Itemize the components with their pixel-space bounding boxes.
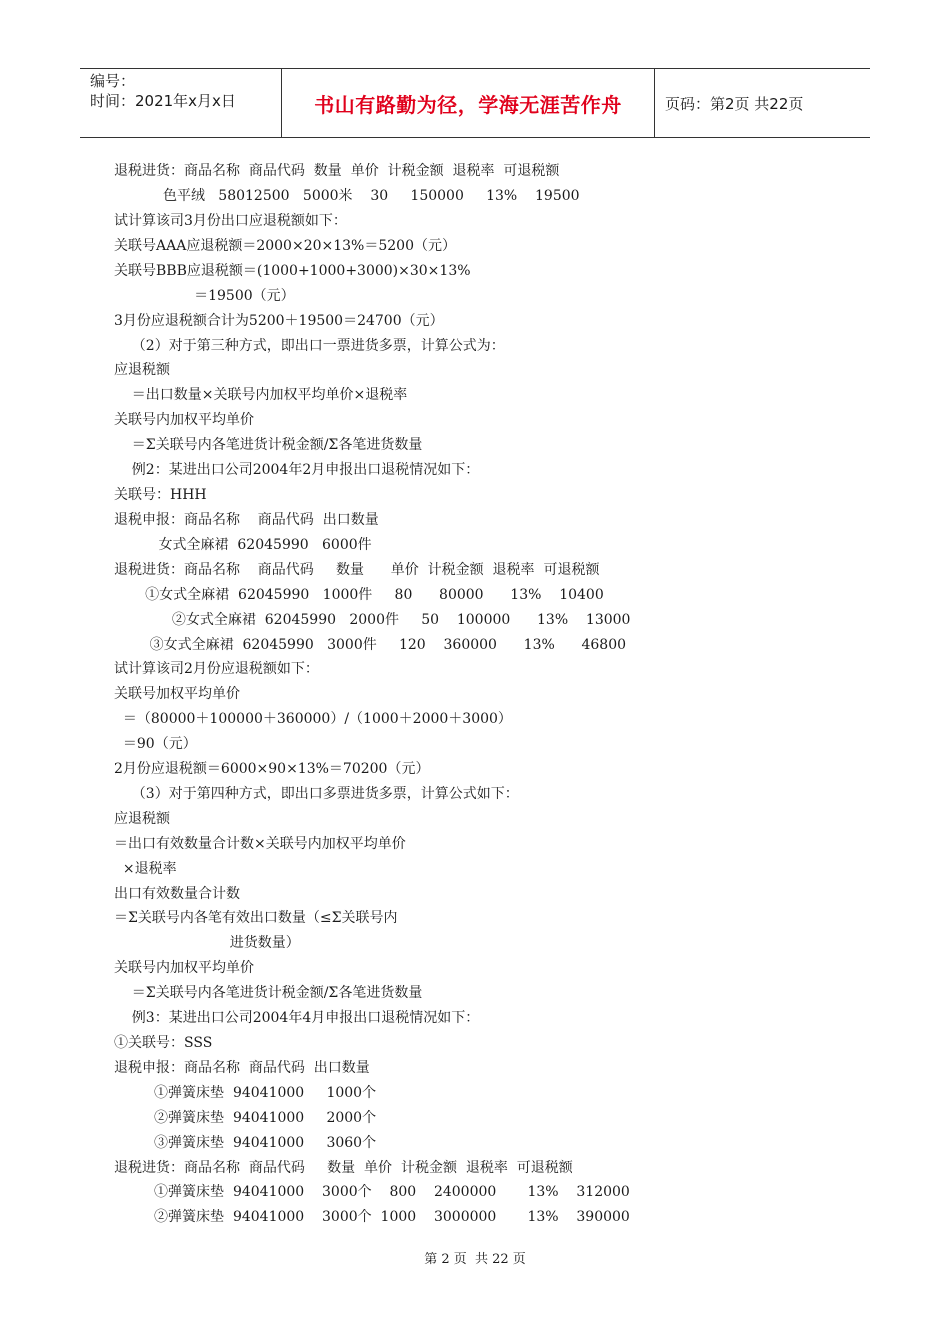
body-line: 退税申报：商品名称 商品代码 出口数量	[114, 512, 379, 528]
body-line: ①弹簧床垫 94041000 1000个	[114, 1085, 377, 1101]
body-line: 女式全麻裙 62045990 6000件	[114, 537, 372, 553]
body-line: ③弹簧床垫 94041000 3060个	[114, 1135, 377, 1151]
body-line: 关联号内加权平均单价	[114, 960, 254, 976]
body-line: 进货数量）	[114, 935, 300, 951]
page-footer: 第 2 页 共 22 页	[424, 1252, 526, 1267]
body-line: ＝Σ关联号内各笔进货计税金额/Σ各笔进货数量	[114, 437, 423, 453]
body-line: ②女式全麻裙 62045990 2000件 50 100000 13% 13000	[114, 612, 631, 628]
body-line: ＝19500（元）	[114, 288, 295, 304]
body-line: 应退税额	[114, 362, 170, 378]
body-line: （3）对于第四种方式，即出口多票进货多票，计算公式如下：	[114, 786, 519, 802]
body-line: 关联号AAA应退税额＝2000×20×13%＝5200（元）	[114, 238, 456, 254]
body-line: 例2：某进出口公司2004年2月申报出口退税情况如下：	[114, 462, 480, 478]
body-line: 试计算该司3月份出口应退税额如下：	[114, 213, 347, 229]
body-line: 退税进货：商品名称 商品代码 数量 单价 计税金额 退税率 可退税额	[114, 562, 600, 578]
body-line: ×退税率	[114, 861, 177, 877]
body-line: ＝Σ关联号内各笔有效出口数量（≤Σ关联号内	[114, 910, 398, 926]
body-line: 出口有效数量合计数	[114, 886, 240, 902]
body-line: ②弹簧床垫 94041000 2000个	[114, 1110, 377, 1126]
body-line: 退税申报：商品名称 商品代码 出口数量	[114, 1060, 370, 1076]
body-line: 退税进货：商品名称 商品代码 数量 单价 计税金额 退税率 可退税额	[114, 1160, 573, 1176]
body-line: 2月份应退税额＝6000×90×13%＝70200（元）	[114, 761, 430, 777]
body-line: 试计算该司2月份应退税额如下：	[114, 661, 319, 677]
body-line: 应退税额	[114, 811, 170, 827]
body-line: 关联号BBB应退税额＝(1000+1000+3000)×30×13%	[114, 263, 471, 279]
body-line: 关联号：HHH	[114, 487, 207, 503]
body-line: （2）对于第三种方式，即出口一票进货多票，计算公式为：	[114, 338, 505, 354]
body-line: 色平绒 58012500 5000米 30 150000 13% 19500	[114, 188, 580, 204]
body-line: ①弹簧床垫 94041000 3000个 800 2400000 13% 312000	[114, 1184, 630, 1200]
body-line: ②弹簧床垫 94041000 3000个 1000 3000000 13% 390000	[114, 1209, 630, 1225]
body-line: 退税进货：商品名称 商品代码 数量 单价 计税金额 退税率 可退税额	[114, 163, 560, 179]
time-label: 时间：2021年x月x日	[90, 92, 236, 110]
page-info: 页码：第2页 共22页	[665, 94, 804, 113]
body-line: 3月份应退税额合计为5200＋19500＝24700（元）	[114, 313, 444, 329]
body-line: 关联号内加权平均单价	[114, 412, 254, 428]
body-line: 例3：某进出口公司2004年4月申报出口退税情况如下：	[114, 1010, 480, 1026]
body-line: ①关联号：SSS	[114, 1035, 213, 1051]
body-line: ①女式全麻裙 62045990 1000件 80 80000 13% 10400	[114, 587, 604, 603]
body-line: ＝出口有效数量合计数×关联号内加权平均单价	[114, 836, 406, 852]
body-line: 关联号加权平均单价	[114, 686, 240, 702]
body-line: ③女式全麻裙 62045990 3000件 120 360000 13% 46800	[114, 637, 627, 653]
body-line: ＝出口数量×关联号内加权平均单价×退税率	[114, 387, 408, 403]
doc-number-label: 编号：	[90, 72, 136, 90]
body-line: ＝Σ关联号内各笔进货计税金额/Σ各笔进货数量	[114, 985, 423, 1001]
body-line: ＝90（元）	[114, 736, 197, 752]
motto-text: 书山有路勤为径，学海无涯苦作舟	[314, 92, 622, 117]
body-line: ＝（80000＋100000＋360000）/（1000＋2000＋3000）	[114, 711, 512, 727]
